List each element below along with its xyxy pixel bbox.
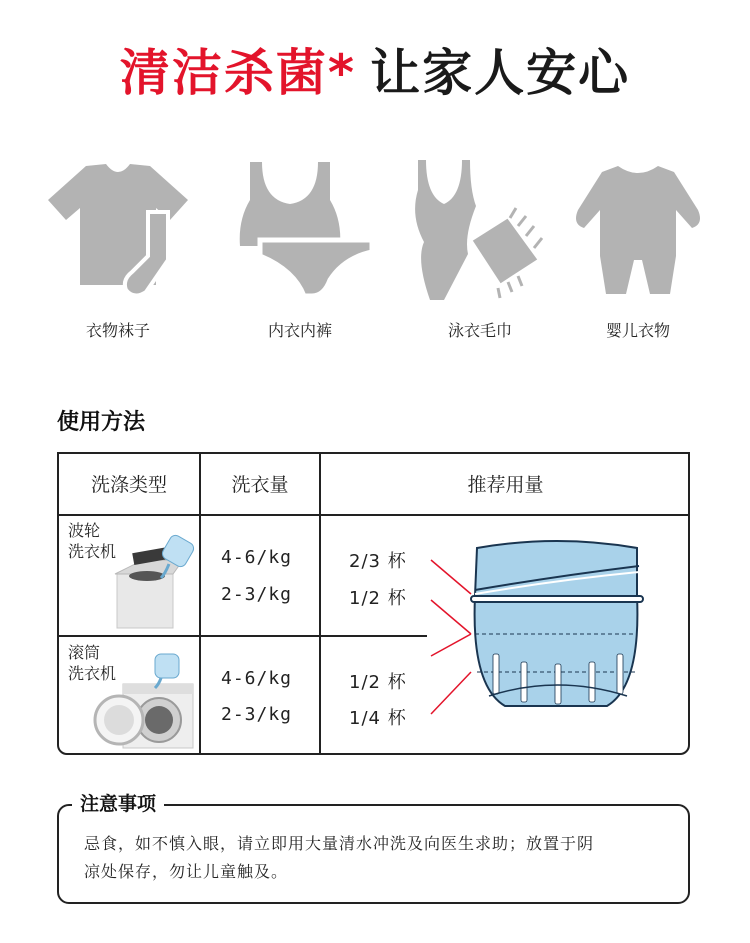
category-label: 泳衣毛巾 (447, 321, 512, 340)
category-underwear (220, 160, 380, 300)
notes-title: 注意事项 (72, 790, 164, 818)
header-wash-type: 洗涤类型 (90, 474, 167, 496)
wash-type-line: 洗衣机 (68, 664, 117, 683)
load-amount: 4-6/kg (221, 668, 293, 689)
headline (0, 38, 750, 108)
wash-type-line: 洗衣机 (68, 542, 117, 561)
dose-amount: 1/2 杯 (349, 588, 407, 609)
wash-type-line: 滚筒 (68, 643, 101, 662)
category-baby-clothes (558, 160, 718, 300)
notes-line: 凉处保存，勿让儿童触及。 (84, 862, 289, 881)
load-amount: 4-6/kg (221, 547, 293, 568)
top-load-washer-icon (113, 534, 197, 630)
wash-type-top-load (68, 520, 116, 562)
usage-table (57, 452, 690, 755)
dose-amount: 1/4 杯 (349, 708, 407, 729)
headline-highlight: 清洁杀菌* (119, 44, 357, 102)
measuring-cup-icon (427, 536, 647, 726)
divider (199, 454, 201, 753)
load-amount: 2-3/kg (221, 584, 293, 605)
underwear-icon (220, 160, 380, 300)
header-load: 洗衣量 (231, 474, 289, 496)
tshirt-sock-icon (38, 160, 198, 300)
notes-text (84, 830, 669, 886)
baby-romper-icon (558, 160, 718, 300)
divider (59, 635, 427, 637)
dose-amount: 2/3 杯 (349, 551, 407, 572)
category-label: 婴儿衣物 (605, 321, 670, 340)
category-swimwear-towel (400, 160, 560, 300)
wash-type-line: 波轮 (68, 521, 101, 540)
load-amount: 2-3/kg (221, 704, 293, 725)
dose-amount: 1/2 杯 (349, 672, 407, 693)
header-dosage: 推荐用量 (467, 474, 544, 496)
divider (319, 454, 321, 753)
category-label: 内衣内裤 (267, 321, 332, 340)
usage-title: 使用方法 (57, 410, 146, 435)
category-label: 衣物袜子 (85, 321, 150, 340)
swimsuit-towel-icon (400, 160, 560, 300)
category-clothes-socks (38, 160, 198, 300)
headline-rest: 让家人安心 (370, 44, 631, 102)
divider (59, 514, 688, 516)
front-load-washer-icon (89, 652, 197, 750)
notes-line: 忌食，如不慎入眼，请立即用大量清水冲洗及向医生求助；放置于阴 (84, 834, 595, 853)
